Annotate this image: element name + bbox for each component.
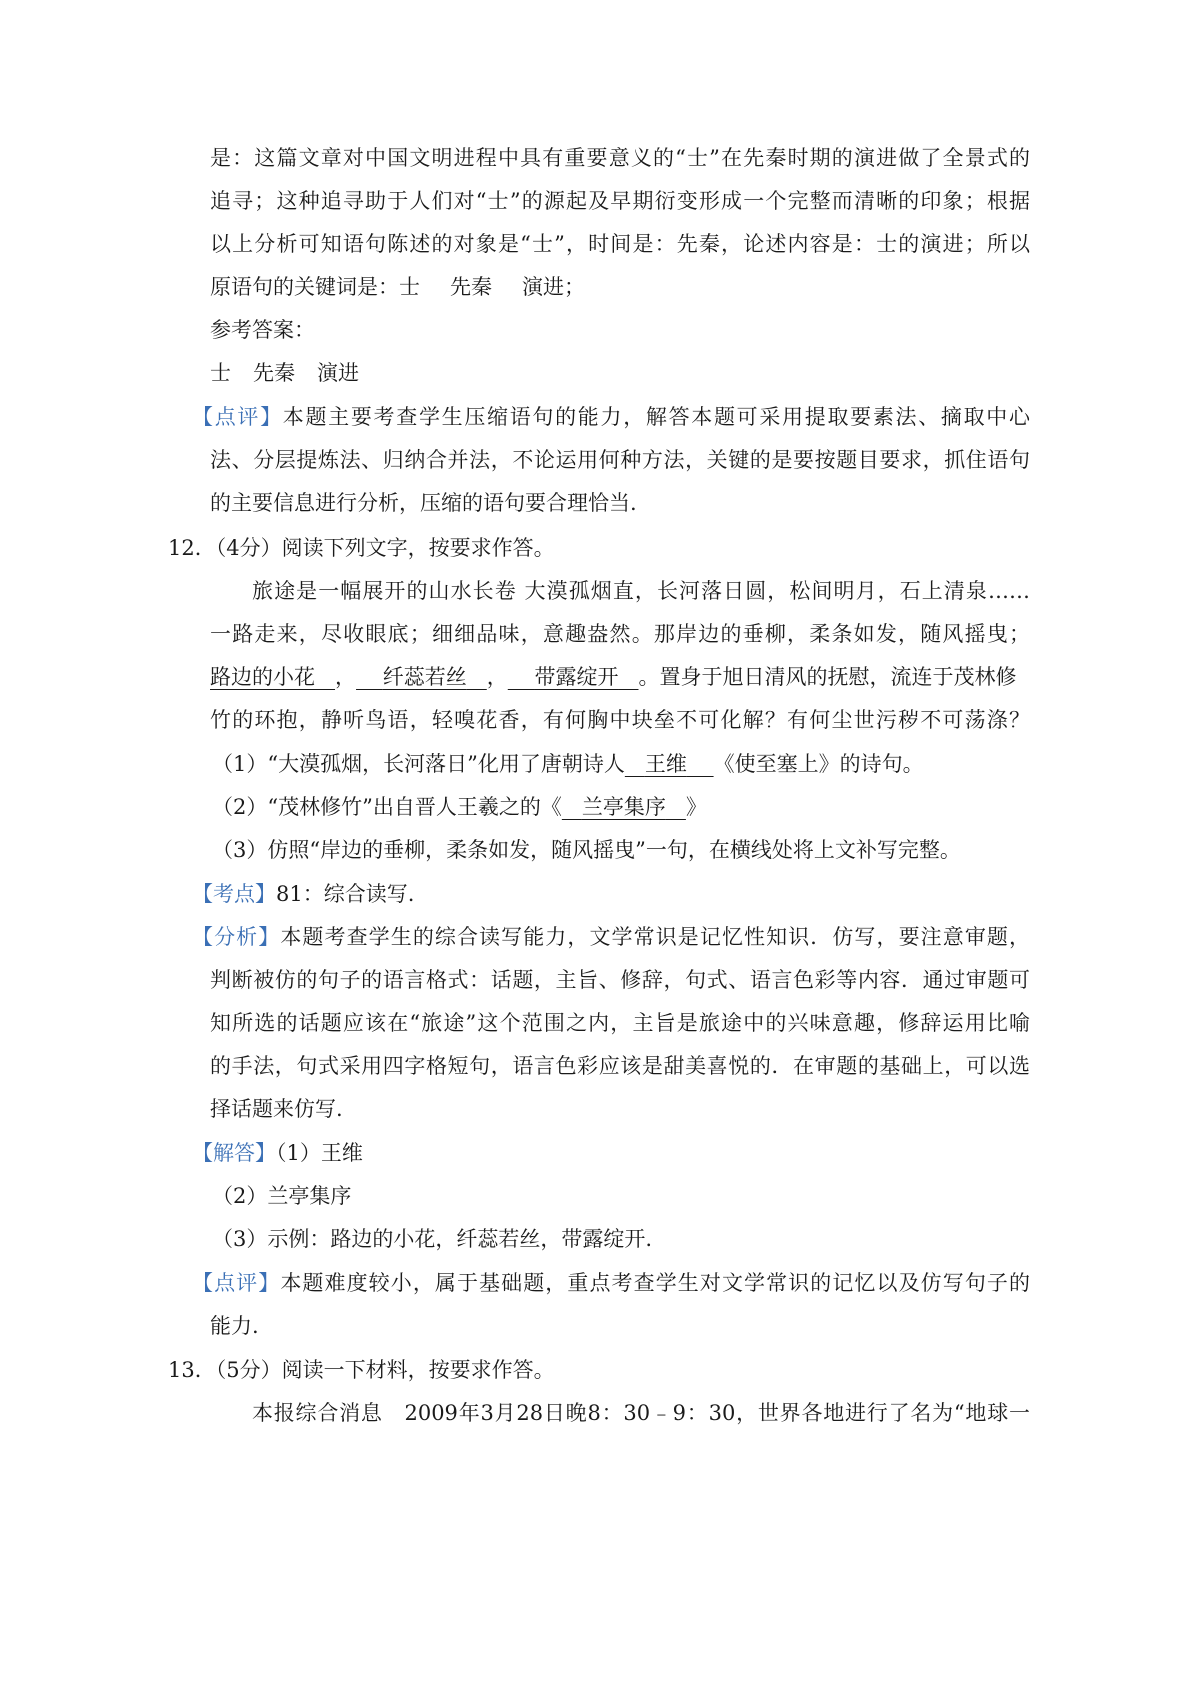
passage-line: 路边的小花 ， 纤蕊若丝 ， 带露绽开 。置身于旭日清风的抚慰，流连于茂林修 <box>210 665 1017 689</box>
filled-blank: 兰亭集序 <box>581 795 666 819</box>
passage-line: 本报综合消息 2009年3月28日晚8：30﹣9：30，世界各地进行了名为“地球一 <box>252 1401 1030 1425</box>
fenxi-tag: 【分析】 <box>192 925 281 949</box>
keyword: 先秦 <box>450 275 492 299</box>
kaodian-line: 【考点】81：综合读写. <box>192 882 415 906</box>
comment-line <box>192 402 1030 432</box>
answer-word: 先秦 <box>253 361 295 385</box>
text-line: 择话题来仿写. <box>210 1097 343 1121</box>
comment-text: 本题主要考查学生压缩语句的能力，解答本题可采用提取要素法、摘取中心 <box>282 405 1031 429</box>
reference-answer <box>210 358 1030 388</box>
passage-line: 旅途是一幅展开的山水长卷 大漠孤烟直，长河落日圆，松间明月，石上清泉…… <box>252 579 1030 603</box>
text-line: 知所选的话题应该在“旅途”这个范围之内，主旨是旅途中的兴味意趣，修辞运用比喻 <box>210 1011 1030 1035</box>
question-13-title: 13．（5分）阅读一下材料，按要求作答。 <box>168 1358 555 1382</box>
keyword-line-label: 原语句的关键词是：士 <box>210 275 420 299</box>
filled-blank: 纤蕊若丝 <box>382 665 467 689</box>
reference-answer-label: 参考答案： <box>210 318 315 342</box>
answer-line: （3）示例：路边的小花，纤蕊若丝，带露绽开. <box>212 1227 653 1251</box>
answer-word: 士 <box>210 361 231 385</box>
text-line: 的主要信息进行分析，压缩的语句要合理恰当. <box>210 491 637 515</box>
sub-question-1: （1）“大漠孤烟，长河落日”化用了唐朝诗人 王维 《使至塞上》的诗句。 <box>212 752 924 776</box>
filled-blank: 王维 <box>644 752 687 776</box>
filled-blank: 带露绽开 <box>534 665 619 689</box>
answer-word: 演进 <box>317 361 359 385</box>
kaodian-tag: 【考点】 <box>192 882 276 906</box>
comment-tag: 【点评】 <box>192 1271 281 1295</box>
sub-question-2: （2）“茂林修竹”出自晋人王羲之的《 兰亭集序 》 <box>212 795 707 819</box>
answer-line: （2）兰亭集序 <box>212 1184 352 1208</box>
text-line: 能力. <box>210 1314 259 1338</box>
sub-question-3: （3）仿照“岸边的垂柳，柔条如发，随风摇曳”一句，在横线处将上文补写完整。 <box>212 838 961 862</box>
fenxi-line: 【分析】本题考查学生的综合读写能力，文学常识是记忆性知识．仿写，要注意审题， <box>192 925 1031 949</box>
passage-line: 一路走来，尽收眼底；细细品味，意趣盎然。那岸边的垂柳，柔条如发，随风摇曳； <box>210 622 1030 646</box>
keyword: 演进； <box>522 275 585 299</box>
question-12-title: 12．（4分）阅读下列文字，按要求作答。 <box>168 536 555 560</box>
text-line: 的手法，句式采用四字格短句，语言色彩应该是甜美喜悦的．在审题的基础上，可以选 <box>210 1054 1030 1078</box>
text-line: 法、分层提炼法、归纳合并法，不论运用何种方法，关键的是要按题目要求，抓住语句 <box>210 448 1030 472</box>
text-line <box>210 272 1030 302</box>
text-line: 是：这篇文章对中国文明进程中具有重要意义的“士”在先秦时期的演进做了全景式的 <box>210 146 1030 170</box>
jieda-line: 【解答】（1）王维 <box>192 1141 363 1165</box>
text-line: 以上分析可知语句陈述的对象是“士”，时间是：先秦，论述内容是：士的演进；所以 <box>210 232 1030 256</box>
jieda-tag: 【解答】 <box>192 1141 276 1165</box>
comment-tag: 【点评】 <box>192 405 283 429</box>
text-line: 追寻；这种追寻助于人们对“士”的源起及早期衍变形成一个完整而清晰的印象；根据 <box>210 189 1030 213</box>
text-line: 判断被仿的句子的语言格式：话题，主旨、修辞，句式、语言色彩等内容．通过审题可 <box>210 968 1030 992</box>
comment-line: 【点评】本题难度较小，属于基础题，重点考查学生对文学常识的记忆以及仿写句子的 <box>192 1271 1031 1295</box>
passage-line: 竹的环抱，静听鸟语，轻嗅花香，有何胸中块垒不可化解？有何尘世污秽不可荡涤？ <box>210 708 1030 732</box>
filled-blank: 路边的小花 <box>210 665 315 689</box>
